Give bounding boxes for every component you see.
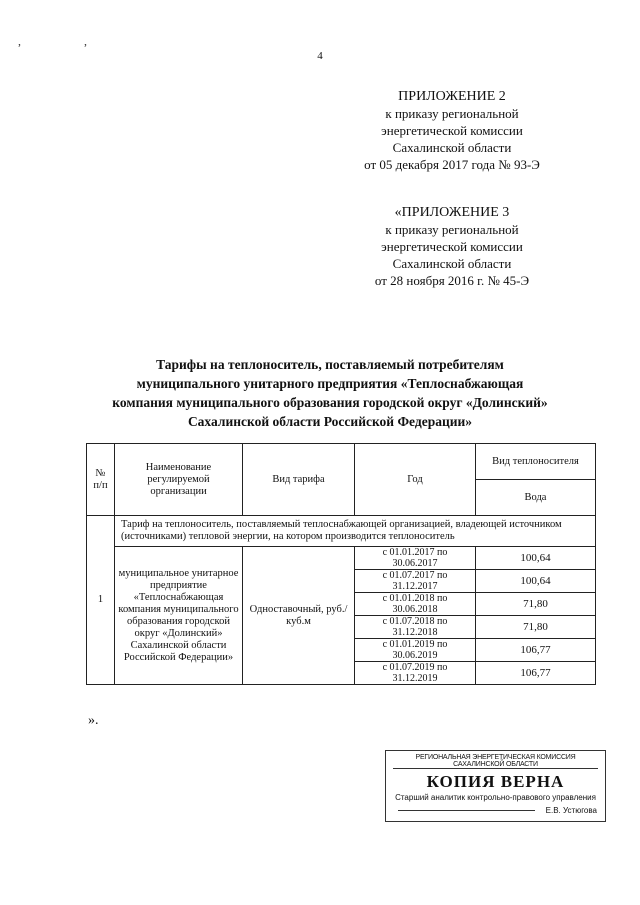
appendix-3-heading: «ПРИЛОЖЕНИЕ 3 — [394, 205, 510, 220]
period-cell: с 01.07.2017 по 31.12.2017 — [355, 570, 476, 593]
signature-line — [398, 810, 535, 811]
period-cell: с 01.01.2017 по 30.06.2017 — [355, 547, 476, 570]
appendix-2-block — [322, 88, 582, 173]
header-year: Год — [355, 444, 476, 516]
title-line: компания муниципального образования городской округ «Долинский» — [112, 395, 548, 410]
tariff-value: 71,80 — [476, 593, 596, 616]
header-organization: Наименование регулируемой организации — [115, 444, 243, 516]
period-cell: с 01.01.2018 по 30.06.2018 — [355, 593, 476, 616]
header-number: № п/п — [87, 444, 115, 516]
tariff-value: 71,80 — [476, 616, 596, 639]
appendix-3-line: энергетической комиссии — [381, 239, 523, 254]
tariff-value: 100,64 — [476, 547, 596, 570]
stamp-organization: РЕГИОНАЛЬНАЯ ЭНЕРГЕТИЧЕСКАЯ КОМИССИЯ САХАЛИНСКОЙ ОБЛАСТИ — [393, 751, 599, 769]
appendix-2-heading: ПРИЛОЖЕНИЕ 2 — [398, 89, 506, 104]
appendix-2-line: к приказу региональной — [385, 106, 519, 121]
header-tariff-type: Вид тарифа — [243, 444, 355, 516]
row-number: 1 — [87, 516, 115, 685]
page-number: 4 — [317, 50, 323, 62]
document-title — [90, 355, 570, 431]
scan-specks: , , — [18, 34, 117, 48]
tariff-value: 106,77 — [476, 662, 596, 685]
tariff-value: 106,77 — [476, 639, 596, 662]
period-cell: с 01.01.2019 по 30.06.2019 — [355, 639, 476, 662]
tariff-type: Одноставочный, руб./куб.м — [243, 547, 355, 685]
appendix-3-line: от 28 ноября 2016 г. № 45-Э — [374, 273, 530, 288]
period-cell: с 01.07.2018 по 31.12.2018 — [355, 616, 476, 639]
title-line: муниципального унитарного предприятия «Теплоснабжающая — [136, 376, 524, 391]
appendix-3-block — [322, 204, 582, 289]
appendix-2-line: от 05 декабря 2017 года № 93-Э — [364, 157, 540, 172]
tariff-value: 100,64 — [476, 570, 596, 593]
certified-copy-stamp — [385, 750, 606, 822]
organization-name: муниципальное унитарное предприятие «Теплоснабжающая компания муниципального образования городской округ «Долинский» Сахалинской области Российской Федерации» — [115, 547, 243, 685]
stamp-signer: Е.В. Устюгова — [545, 806, 597, 815]
closing-quote: ». — [88, 713, 99, 728]
header-carrier-type: Вид теплоносителя — [476, 444, 596, 480]
section-caption: Тариф на теплоноситель, поставляемый теплоснабжающей организацией, владеющей источником (источниками) тепловой энергии, на котором производится теплоноситель — [115, 516, 596, 547]
appendix-3-line: Сахалинской области — [392, 256, 512, 271]
appendix-2-line: энергетической комиссии — [381, 123, 523, 138]
stamp-label: КОПИЯ ВЕРНА — [426, 772, 565, 791]
tariff-table — [86, 443, 596, 685]
appendix-2-line: Сахалинской области — [392, 140, 512, 155]
header-carrier-water: Вода — [476, 480, 596, 516]
appendix-3-line: к приказу региональной — [385, 222, 519, 237]
title-line: Тарифы на теплоноситель, поставляемый потребителям — [156, 357, 504, 372]
title-line: Сахалинской области Российской Федерации» — [187, 414, 473, 429]
stamp-position: Старший аналитик контрольно-правового управления — [395, 793, 596, 802]
period-cell: с 01.07.2019 по 31.12.2019 — [355, 662, 476, 685]
